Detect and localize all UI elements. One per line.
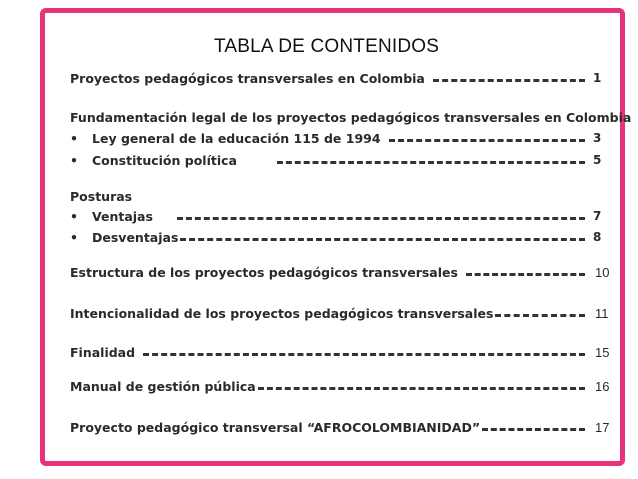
toc-entry-page: 5 bbox=[593, 153, 602, 167]
toc-entry-label: Posturas bbox=[70, 188, 133, 204]
toc-entry[interactable] bbox=[70, 417, 615, 437]
toc-entry-page: 1 bbox=[593, 71, 602, 85]
toc-entry-label: Manual de gestión pública bbox=[70, 378, 256, 394]
toc-entry-page: 16 bbox=[593, 378, 615, 395]
toc-section-heading bbox=[70, 107, 632, 127]
toc-entry-page: 15 bbox=[593, 344, 615, 361]
dotted-leader bbox=[495, 314, 585, 317]
toc-entry[interactable] bbox=[70, 206, 615, 226]
toc-entry-label: Intencionalidad de los proyectos pedagógicos transversales bbox=[70, 305, 494, 321]
toc-entry-label: Desventajas bbox=[92, 229, 179, 245]
dotted-leader bbox=[466, 273, 585, 276]
toc-entry[interactable] bbox=[70, 68, 615, 88]
toc-entry-page: 3 bbox=[593, 131, 602, 145]
bullet-icon: • bbox=[70, 229, 78, 245]
toc-entry[interactable] bbox=[70, 262, 615, 282]
toc-entry-label: Proyectos pedagógicos transversales en Colombia bbox=[70, 70, 425, 86]
toc-entry-page: 11 bbox=[593, 305, 615, 322]
toc-entry-page: 7 bbox=[593, 209, 602, 223]
dotted-leader bbox=[433, 79, 585, 82]
toc-entry[interactable] bbox=[70, 342, 615, 362]
bullet-icon: • bbox=[70, 152, 78, 168]
toc-entry[interactable] bbox=[70, 303, 615, 323]
toc-entry[interactable] bbox=[70, 376, 615, 396]
bullet-icon: • bbox=[70, 130, 78, 146]
toc-entry-label: Finalidad bbox=[70, 344, 136, 360]
toc-entry-label: Constitución política bbox=[92, 152, 237, 168]
bullet-icon: • bbox=[70, 208, 78, 224]
toc-entry-page: 17 bbox=[593, 419, 615, 436]
dotted-leader bbox=[389, 139, 585, 142]
dotted-leader bbox=[482, 428, 585, 431]
toc-section-heading bbox=[70, 186, 615, 206]
toc-entry-page: 10 bbox=[593, 264, 615, 281]
page-title: TABLA DE CONTENIDOS bbox=[214, 36, 440, 57]
toc-entry[interactable] bbox=[70, 128, 615, 148]
dotted-leader bbox=[277, 161, 585, 164]
dotted-leader bbox=[143, 353, 585, 356]
toc-entry[interactable] bbox=[70, 227, 615, 247]
dotted-leader bbox=[180, 238, 585, 241]
toc-entry-label: Proyecto pedagógico transversal “AFROCOLOMBIANIDAD” bbox=[70, 419, 481, 435]
toc-entry-label: Ventajas bbox=[92, 208, 153, 224]
toc-entry-page: 8 bbox=[593, 230, 602, 244]
toc-entry[interactable] bbox=[70, 150, 615, 170]
dotted-leader bbox=[258, 387, 585, 390]
toc-entry-label: Fundamentación legal de los proyectos pedagógicos transversales en Colombia bbox=[70, 109, 632, 125]
toc-entry-label: Estructura de los proyectos pedagógicos transversales bbox=[70, 264, 458, 280]
dotted-leader bbox=[177, 217, 585, 220]
toc-entry-label: Ley general de la educación 115 de 1994 bbox=[92, 130, 381, 146]
